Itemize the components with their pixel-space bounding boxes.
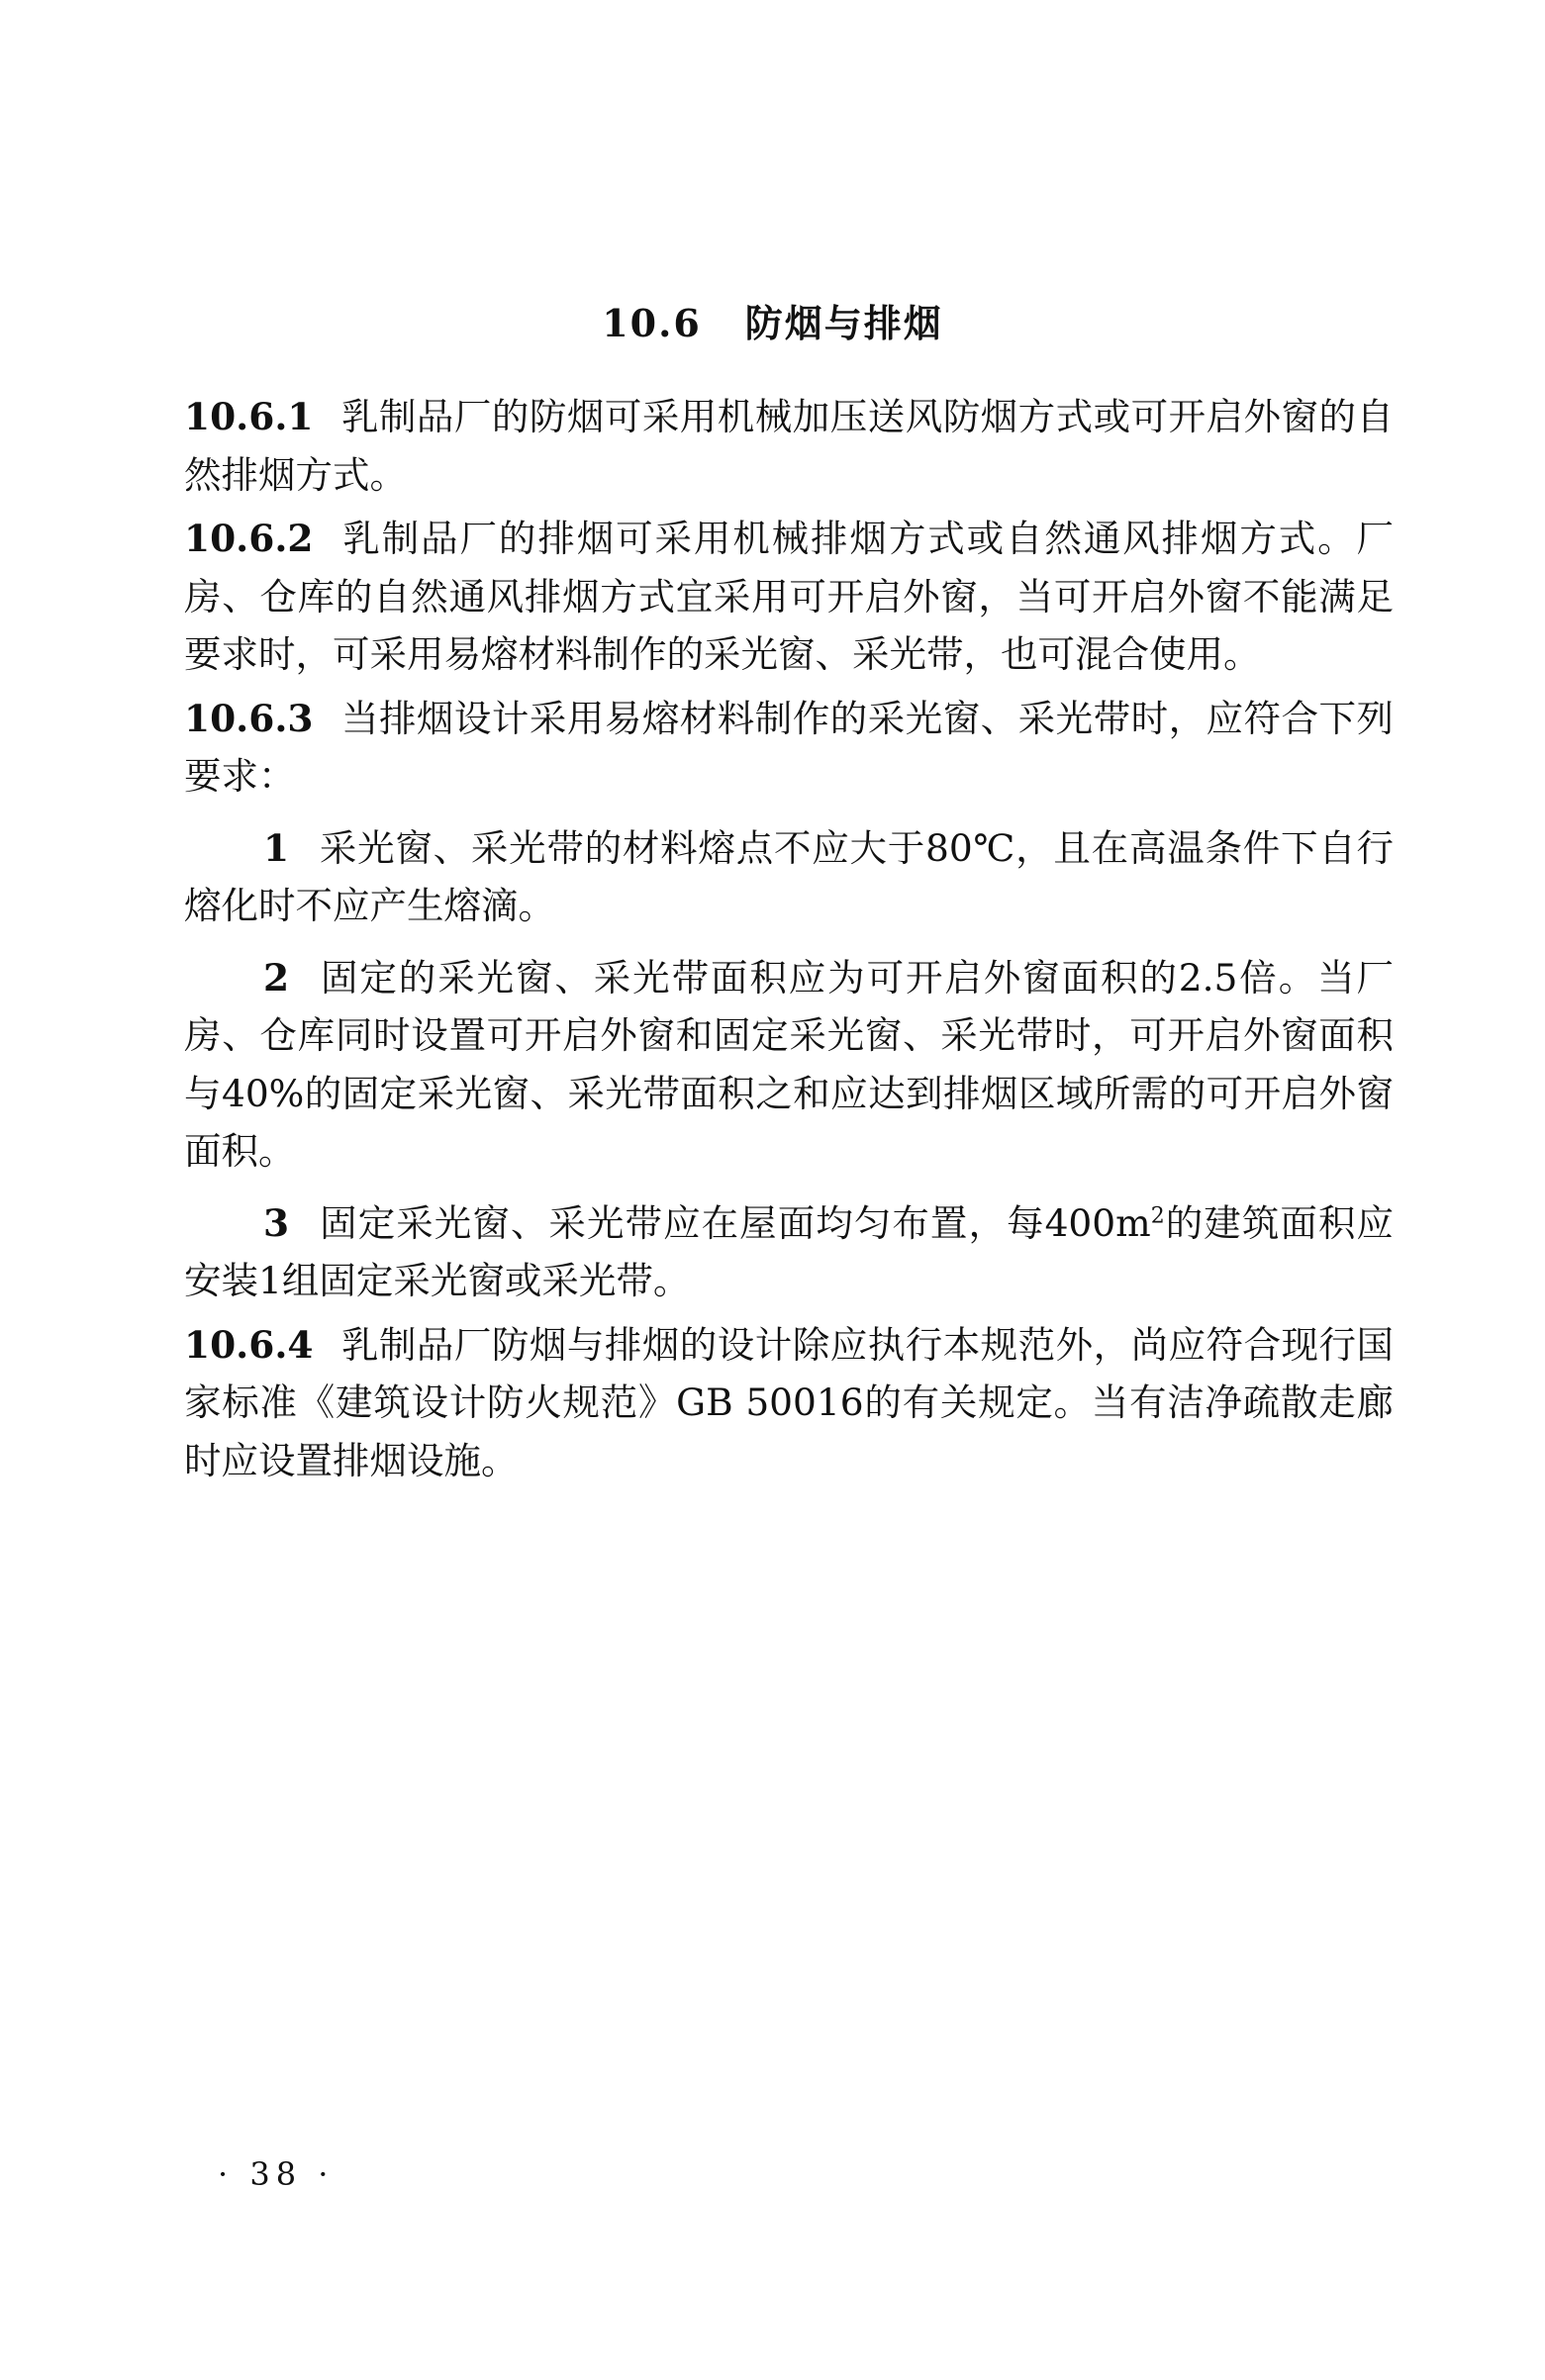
clause-text: 乳制品厂防烟与排烟的设计除应执行本规范外，尚应符合现行国家标准《建筑设计防火规范》GB 50016的有关规定。当有洁净疏散走廊时应设置排烟设施。 — [184, 1322, 1394, 1482]
page-number: · 38 · — [218, 2155, 335, 2193]
section-heading — [0, 293, 1545, 347]
clause-number: 10.6.3 — [184, 696, 314, 740]
item-text-before: 固定采光窗、采光带应在屋面均匀布置，每400m — [319, 1200, 1151, 1245]
area-superscript: 2 — [1150, 1203, 1165, 1228]
clause-number: 10.6.1 — [184, 395, 314, 438]
clause-text: 乳制品厂的防烟可采用机械加压送风防烟方式或可开启外窗的自然排烟方式。 — [184, 395, 1394, 497]
item-number: 1 — [263, 825, 290, 870]
clause-10-6-4 — [184, 1316, 1394, 1490]
list-item-3 — [184, 1194, 1394, 1310]
clause-text: 乳制品厂的排烟可采用机械排烟方式或自然通风排烟方式。厂房、仓库的自然通风排烟方式宜采用可开启外窗，当可开启外窗不能满足要求时，可采用易熔材料制作的采光窗、采光带，也可混合使用。 — [184, 517, 1394, 676]
item-text: 采光窗、采光带的材料熔点不应大于80℃，且在高温条件下自行熔化时不应产生熔滴。 — [184, 825, 1394, 927]
list-item-2 — [184, 949, 1394, 1181]
list-item-1 — [184, 819, 1394, 935]
clause-10-6-2 — [184, 510, 1394, 684]
item-text: 固定的采光窗、采光带面积应为可开启外窗面积的2.5倍。当厂房、仓库同时设置可开启外窗和固定采光窗、采光带时，可开启外窗面积与40%的固定采光窗、采光带面积之和应达到排烟区域所需的可开启外窗面积。 — [184, 955, 1394, 1173]
clause-number: 10.6.4 — [184, 1322, 314, 1367]
clause-number: 10.6.2 — [184, 517, 314, 560]
clause-text: 当排烟设计采用易熔材料制作的采光窗、采光带时，应符合下列要求： — [184, 696, 1394, 798]
body-text — [184, 388, 1394, 1495]
section-number: 10.6 — [602, 301, 702, 345]
item-number: 3 — [263, 1200, 290, 1245]
item-number: 2 — [263, 955, 290, 1000]
section-title: 防烟与排烟 — [744, 301, 943, 345]
clause-10-6-1 — [184, 388, 1394, 504]
item-text-after: 的建筑面积应安装1组固定采光窗或采光带。 — [184, 1200, 1394, 1302]
clause-10-6-3 — [184, 690, 1394, 806]
